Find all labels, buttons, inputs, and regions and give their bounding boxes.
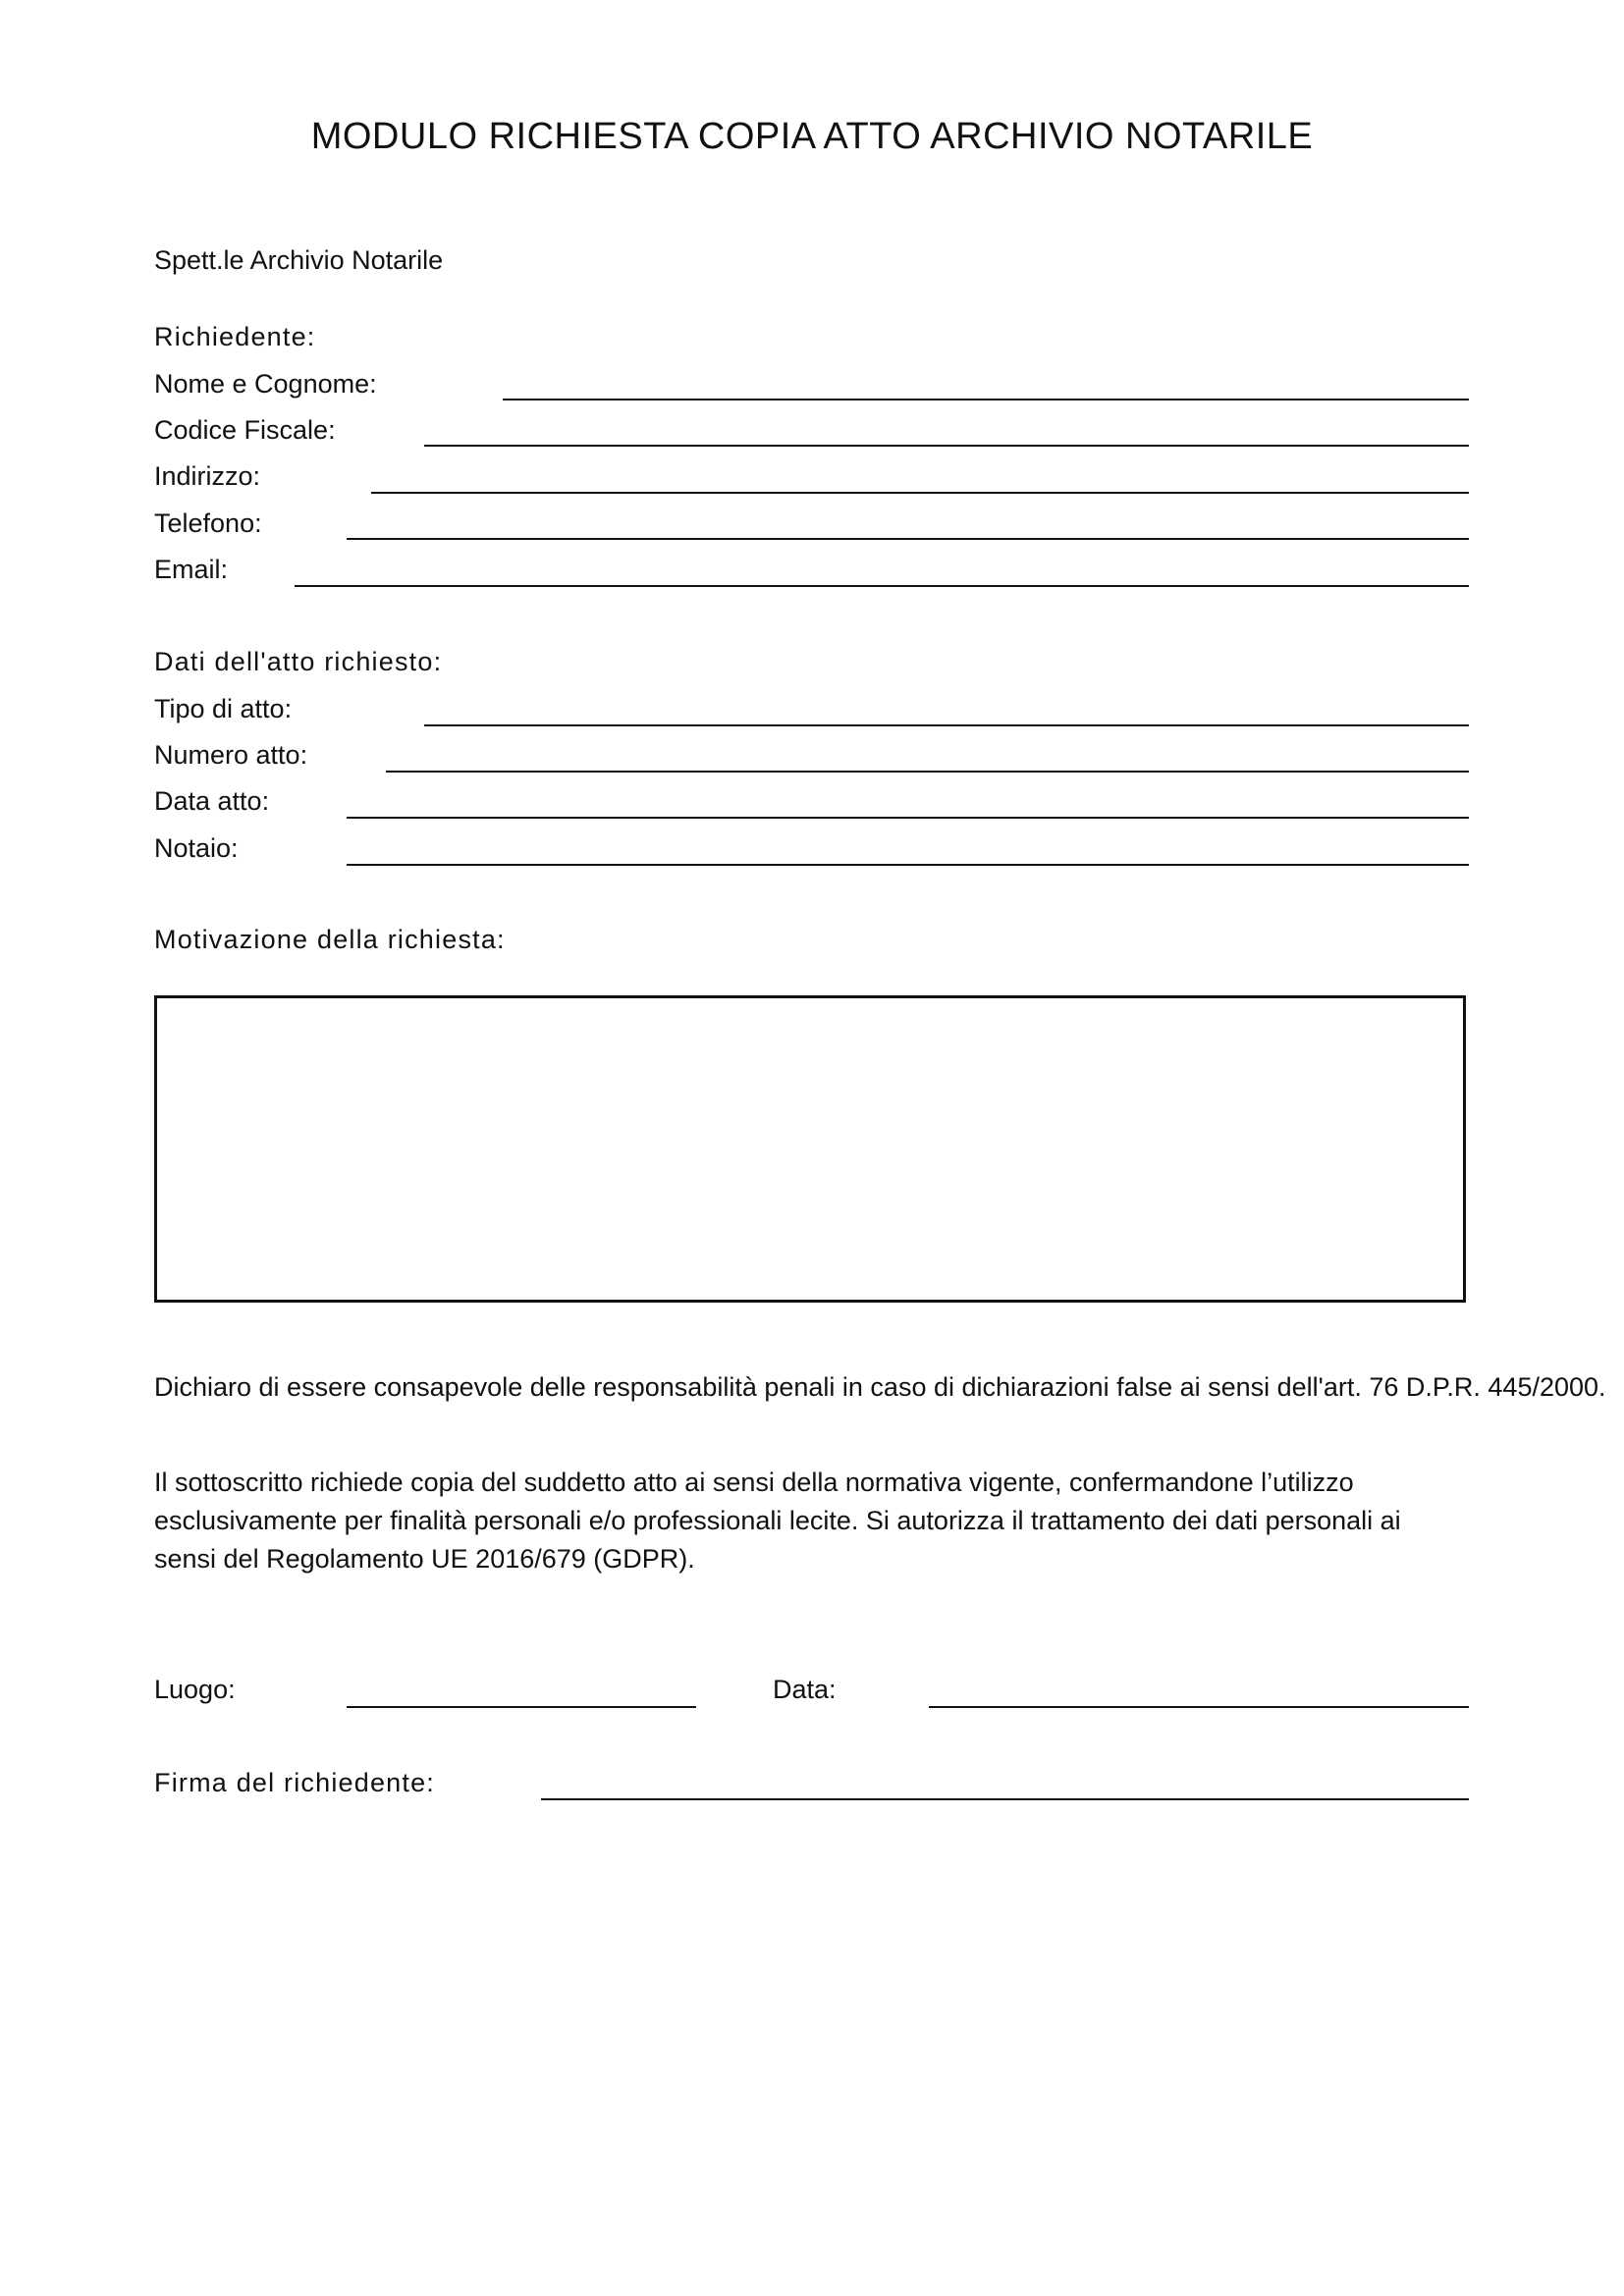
label-codice-fiscale: Codice Fiscale: (154, 415, 336, 445)
field-numero-atto[interactable] (386, 771, 1469, 773)
field-firma[interactable] (541, 1798, 1469, 1800)
consent-text: Il sottoscritto richiede copia del suddetto atto ai sensi della normativa vigente, confermandone l’utilizzo esclusivamente per finalità personali e/o professionali lecite. Si autorizza il trattamento dei dati personali ai sensi del Regolamento UE 2016/679 (GDPR). (154, 1468, 1401, 1574)
deed-heading: Dati dell'atto richiesto: (154, 647, 443, 676)
field-data-atto[interactable] (347, 817, 1469, 819)
motivation-textarea[interactable] (154, 995, 1466, 1303)
label-notaio: Notaio: (154, 833, 239, 863)
applicant-heading: Richiedente: (154, 322, 316, 351)
motivation-heading: Motivazione della richiesta: (154, 925, 506, 954)
label-data: Data: (773, 1675, 837, 1704)
field-tipo-atto[interactable] (424, 724, 1469, 726)
declaration-text: Dichiaro di essere consapevole delle responsabilità penali in caso di dichiarazioni false ai sensi dell'art. 76 D.P.R. 445/2000. (154, 1372, 1606, 1402)
label-indirizzo: Indirizzo: (154, 461, 261, 491)
label-luogo: Luogo: (154, 1675, 236, 1704)
field-indirizzo[interactable] (371, 492, 1469, 494)
label-telefono: Telefono: (154, 508, 262, 538)
field-codice-fiscale[interactable] (424, 445, 1469, 447)
field-data[interactable] (929, 1706, 1469, 1708)
field-telefono[interactable] (347, 538, 1469, 540)
label-tipo-atto: Tipo di atto: (154, 694, 293, 723)
label-numero-atto: Numero atto: (154, 740, 308, 770)
label-email: Email: (154, 555, 229, 584)
field-notaio[interactable] (347, 864, 1469, 866)
field-nome-cognome[interactable] (503, 399, 1469, 400)
label-nome-cognome: Nome e Cognome: (154, 369, 377, 399)
page-title: MODULO RICHIESTA COPIA ATTO ARCHIVIO NOTARILE (310, 116, 1314, 157)
field-email[interactable] (295, 585, 1469, 587)
label-data-atto: Data atto: (154, 786, 270, 816)
recipient-line: Spett.le Archivio Notarile (154, 245, 444, 275)
field-luogo[interactable] (347, 1706, 696, 1708)
label-firma: Firma del richiedente: (154, 1768, 436, 1797)
